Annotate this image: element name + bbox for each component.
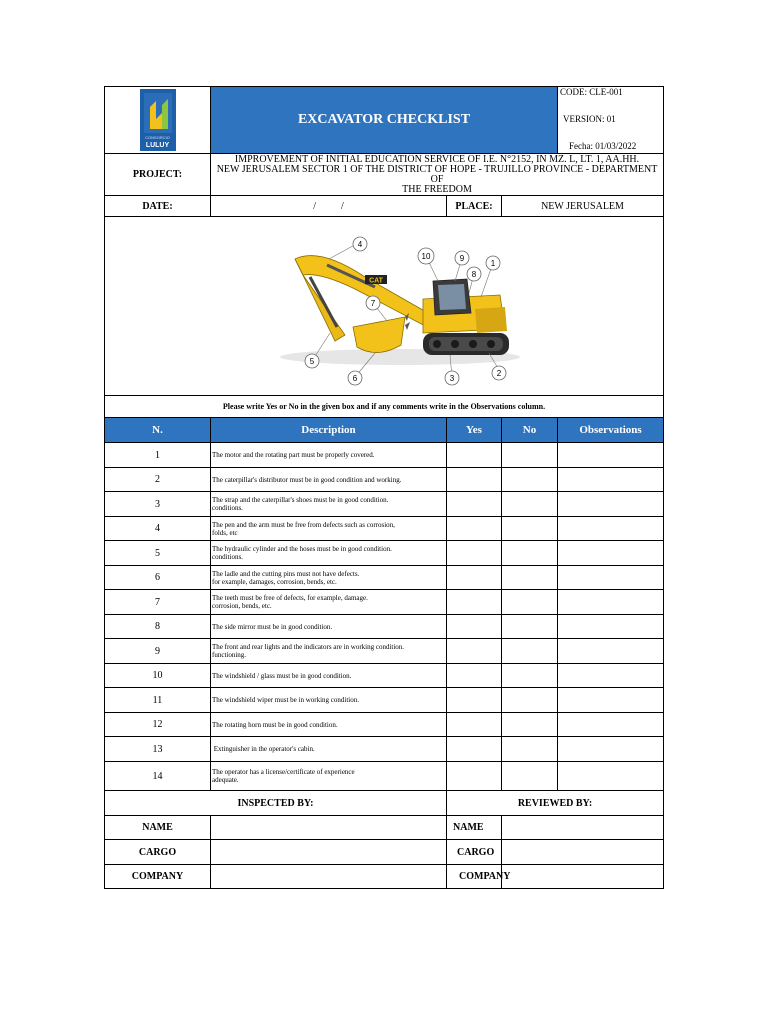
callout-9 (455, 251, 469, 265)
observations-field[interactable] (558, 517, 664, 541)
date-field[interactable]: / / (211, 196, 447, 217)
observations-field[interactable] (558, 737, 664, 762)
yes-box[interactable] (447, 492, 502, 517)
yes-box[interactable] (447, 443, 502, 468)
svg-text:2: 2 (496, 369, 502, 378)
item-description (211, 688, 447, 713)
item-description-line: folds, etc (212, 528, 238, 537)
callout-8 (467, 267, 481, 281)
item-description-line: conditions. (212, 553, 243, 561)
item-number: 7 (105, 590, 211, 615)
observations-field[interactable] (558, 443, 664, 468)
item-description-line: functioning. (212, 651, 247, 659)
item-description-line: conditions. (212, 504, 243, 512)
yes-box[interactable] (447, 664, 502, 688)
document-code: CODE: CLE-001 (560, 87, 623, 97)
item-description-line: The side mirror must be in good condition. (212, 622, 333, 631)
inspector-cargo-label: CARGO (105, 840, 211, 865)
callout-5 (305, 354, 319, 368)
reviewer-name-label: NAME (447, 816, 502, 840)
table-row (105, 468, 664, 492)
table-row (105, 517, 664, 541)
svg-text:7: 7 (370, 299, 376, 308)
table-row (105, 566, 664, 590)
callout-6 (348, 371, 362, 385)
date-label: DATE: (105, 196, 211, 217)
svg-text:1: 1 (490, 259, 496, 268)
callout-10 (418, 248, 434, 264)
observations-field[interactable] (558, 639, 664, 664)
no-box[interactable] (502, 737, 558, 762)
item-description-line: The windshield / glass must be in good condition. (212, 671, 352, 680)
item-number: 11 (105, 688, 211, 713)
observations-field[interactable] (558, 615, 664, 639)
document-date: Fecha: 01/03/2022 (569, 141, 637, 151)
project-description (211, 154, 664, 196)
item-description-line: The pen and the arm must be free from defects such as corrosion, (212, 520, 395, 529)
no-box[interactable] (502, 688, 558, 713)
item-description-line: corrosion, bends, etc. (212, 602, 272, 610)
excavator-diagram (105, 217, 662, 392)
item-description (211, 541, 447, 566)
reviewer-cargo-label: CARGO (447, 840, 502, 865)
logo-text: LULUY (145, 142, 170, 149)
column-header-description: Description (211, 418, 447, 443)
table-row (105, 713, 664, 737)
item-description (211, 713, 447, 737)
yes-box[interactable] (447, 762, 502, 791)
project-label: PROJECT: (105, 154, 211, 196)
column-header-observations: Observations (558, 418, 664, 443)
item-number: 8 (105, 615, 211, 639)
item-number: 10 (105, 664, 211, 688)
item-description-line: The windshield wiper must be in working condition. (212, 696, 359, 704)
observations-field[interactable] (558, 713, 664, 737)
excavator-diagram-cell (105, 217, 664, 396)
item-description (211, 517, 447, 541)
no-box[interactable] (502, 468, 558, 492)
item-description-line: The hydraulic cylinder and the hoses must be in good condition. (212, 545, 392, 553)
item-description (211, 566, 447, 590)
observations-field[interactable] (558, 664, 664, 688)
project-line-3: THE FREEDOM (402, 183, 472, 195)
no-box[interactable] (502, 590, 558, 615)
item-number: 4 (105, 517, 211, 541)
table-row (105, 541, 664, 566)
item-description (211, 762, 447, 791)
svg-text:3: 3 (449, 374, 455, 383)
no-box[interactable] (502, 517, 558, 541)
reviewer-cargo-field[interactable] (502, 840, 664, 865)
table-row (105, 762, 664, 791)
item-number: 3 (105, 492, 211, 517)
no-box[interactable] (502, 492, 558, 517)
inspected-by-heading: INSPECTED BY: (105, 791, 447, 816)
no-box[interactable] (502, 566, 558, 590)
item-description (211, 737, 447, 762)
reviewer-name-field[interactable] (502, 816, 664, 840)
table-row (105, 492, 664, 517)
observations-field[interactable] (558, 566, 664, 590)
yes-box[interactable] (447, 590, 502, 615)
item-number: 14 (105, 762, 211, 791)
checklist-sheet (104, 86, 663, 889)
inspector-name-field[interactable] (211, 816, 447, 840)
item-description-line: The rotating horn must be in good condition. (212, 720, 338, 729)
observations-field[interactable] (558, 492, 664, 517)
svg-text:6: 6 (352, 374, 358, 383)
item-description-line: for example, damages, corrosion, bends, etc. (212, 577, 337, 586)
item-description (211, 664, 447, 688)
yes-box[interactable] (447, 737, 502, 762)
document-version: VERSION: 01 (563, 114, 616, 124)
yes-box[interactable] (447, 688, 502, 713)
table-row (105, 590, 664, 615)
checklist-table (104, 86, 664, 889)
callout-1 (486, 256, 500, 270)
column-header-no: No (502, 418, 558, 443)
no-box[interactable] (502, 664, 558, 688)
no-box[interactable] (502, 443, 558, 468)
place-label: PLACE: (447, 196, 502, 217)
callout-7 (366, 296, 380, 310)
item-description (211, 615, 447, 639)
item-number: 12 (105, 713, 211, 737)
table-row (105, 664, 664, 688)
document-title: EXCAVATOR CHECKLIST (211, 87, 558, 154)
yes-box[interactable] (447, 713, 502, 737)
observations-field[interactable] (558, 688, 664, 713)
document-meta (558, 87, 664, 154)
table-row (105, 737, 664, 762)
item-description-line: adequate. (212, 776, 239, 784)
yes-box[interactable] (447, 468, 502, 492)
column-header-yes: Yes (447, 418, 502, 443)
no-box[interactable] (502, 615, 558, 639)
svg-text:5: 5 (309, 357, 315, 366)
project-line-1: IMPROVEMENT OF INITIAL EDUCATION SERVICE OF I.E. N°2152, IN MZ. L, LT. 1, AA.HH. (234, 153, 640, 165)
item-description (211, 468, 447, 492)
brand-text: CAT (369, 277, 383, 285)
table-row (105, 688, 664, 713)
svg-text:8: 8 (471, 270, 477, 279)
item-description-line: Extinguisher in the operator's cabin. (212, 745, 315, 753)
item-number: 6 (105, 566, 211, 590)
inspector-cargo-field[interactable] (211, 840, 447, 865)
inspector-company-label: COMPANY (105, 865, 211, 889)
yes-box[interactable] (447, 639, 502, 664)
item-description-line: The strap and the caterpillar's shoes must be in good condition. (212, 496, 389, 504)
table-row (105, 615, 664, 639)
item-number: 13 (105, 737, 211, 762)
observations-field[interactable] (558, 468, 664, 492)
item-description-line: The front and rear lights and the indicators are in working condition. (212, 643, 405, 651)
reviewed-by-heading: REVIEWED BY: (447, 791, 664, 816)
observations-field[interactable] (558, 541, 664, 566)
yes-box[interactable] (447, 615, 502, 639)
project-line-2: NEW JERUSALEM SECTOR 1 OF THE DISTRICT OF HOPE - TRUJILLO PROVINCE - DEPARTMENT OF (216, 163, 658, 185)
reviewer-company-label: COMPANY (447, 865, 502, 889)
item-number: 9 (105, 639, 211, 664)
item-number: 2 (105, 468, 211, 492)
yes-box[interactable] (447, 566, 502, 590)
item-description-line: The operator has a license/certificate of experience (212, 768, 355, 776)
table-row (105, 443, 664, 468)
logo-cell (105, 87, 211, 154)
item-description-line: The caterpillar's distributor must be in good condition and working. (212, 475, 402, 484)
item-description (211, 443, 447, 468)
svg-text:4: 4 (357, 240, 363, 249)
item-description-line: The motor and the rotating part must be properly covered. (212, 451, 375, 459)
item-description-line: The teeth must be free of defects, for example, damage. (212, 594, 368, 602)
callout-2 (492, 366, 506, 380)
no-box[interactable] (502, 541, 558, 566)
no-box[interactable] (502, 713, 558, 737)
inspector-company-field[interactable] (211, 865, 447, 889)
svg-text:10: 10 (421, 252, 431, 261)
item-description-line: The ladle and the cutting pins must not have defects. (212, 569, 360, 578)
reviewer-company-field[interactable] (502, 865, 664, 889)
observations-field[interactable] (558, 762, 664, 791)
instructions: Please write Yes or No in the given box and if any comments write in the Observations column. (105, 396, 664, 418)
column-header-n: N. (105, 418, 211, 443)
yes-box[interactable] (447, 541, 502, 566)
inspector-name-label: NAME (105, 816, 211, 840)
item-number: 5 (105, 541, 211, 566)
table-row (105, 639, 664, 664)
item-description (211, 639, 447, 664)
item-description (211, 590, 447, 615)
observations-field[interactable] (558, 590, 664, 615)
no-box[interactable] (502, 639, 558, 664)
item-description (211, 492, 447, 517)
company-logo (140, 89, 176, 151)
logo-subtext: CONSORCIO (145, 135, 170, 140)
place-field[interactable]: NEW JERUSALEM (502, 196, 664, 217)
callout-4 (353, 237, 367, 251)
no-box[interactable] (502, 762, 558, 791)
callout-3 (445, 371, 459, 385)
yes-box[interactable] (447, 517, 502, 541)
item-number: 1 (105, 443, 211, 468)
svg-text:9: 9 (459, 254, 465, 263)
